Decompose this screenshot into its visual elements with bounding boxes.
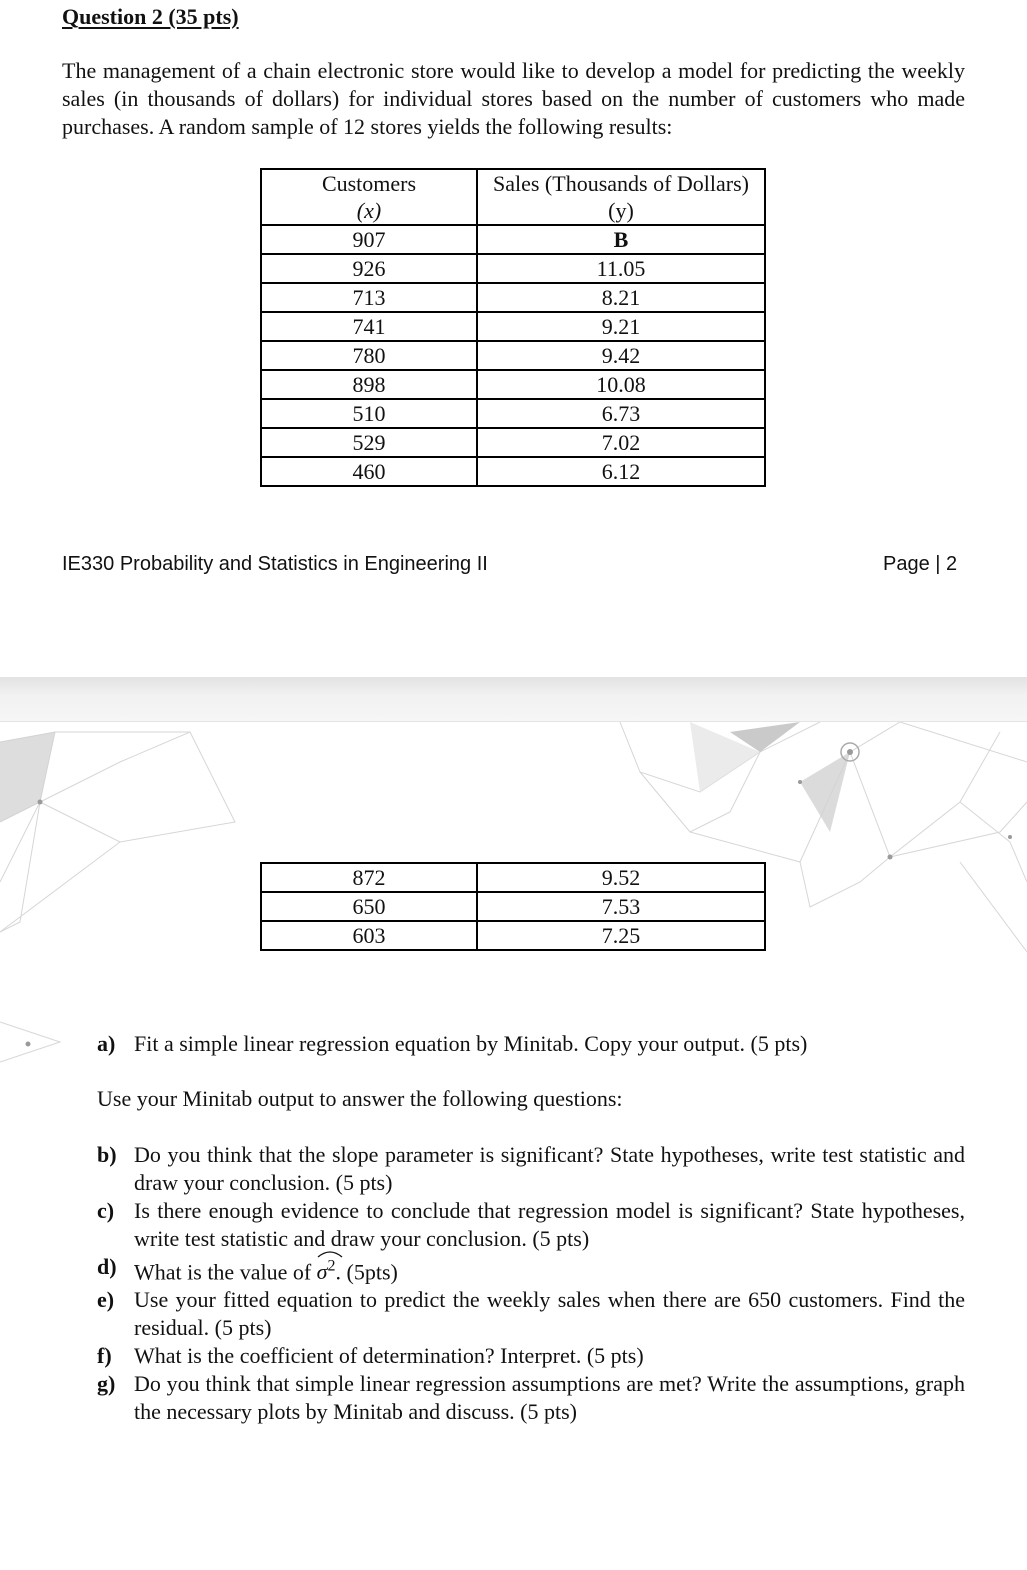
table-header-row: [261, 169, 765, 225]
part-letter: g): [97, 1371, 116, 1397]
cell-sales: 9.52: [477, 863, 765, 892]
part-letter: a): [97, 1031, 116, 1056]
header-customers: [261, 169, 477, 225]
cell-sales: 7.02: [477, 428, 765, 457]
data-table-continued: [260, 862, 766, 951]
footer-course: IE330 Probability and Statistics in Engineering II: [62, 553, 488, 575]
footer-page-number: Page | 2: [883, 553, 958, 575]
data-table-top: [260, 168, 766, 487]
table-row: [261, 312, 765, 341]
part-text: Use your fitted equation to predict the weekly sales when there are 650 customers. Find the residual. (5 pts): [134, 1287, 965, 1341]
sigma-exponent: 2: [327, 1258, 336, 1275]
part-letter: f): [97, 1343, 112, 1369]
table-row: [261, 921, 765, 950]
header-sales-var: (y): [608, 198, 634, 223]
cell-sales: 10.08: [477, 370, 765, 399]
part-text: Fit a simple linear regression equation by Minitab. Copy your output. (5 pts): [134, 1031, 808, 1056]
cell-sales: 6.12: [477, 457, 765, 486]
question-title: Question 2 (35 pts): [62, 4, 239, 29]
cell-customers: 872: [261, 863, 477, 892]
part-text-before: What is the value of: [134, 1259, 317, 1285]
table-row: [261, 225, 765, 254]
part-text: Is there enough evidence to conclude that regression model is significant? State hypotheses, write test statistic and draw your conclusion. (5 pts): [134, 1198, 965, 1251]
cell-customers: 603: [261, 921, 477, 950]
part-letter: c): [97, 1198, 115, 1223]
cell-sales: 9.42: [477, 341, 765, 370]
hat-accent-icon: [317, 1250, 343, 1258]
cell-customers: 510: [261, 399, 477, 428]
cell-sales: 6.73: [477, 399, 765, 428]
table-row: [261, 892, 765, 921]
decorative-polygon-background: [0, 722, 1027, 1182]
page-break-divider: [0, 677, 1027, 722]
header-sales: [477, 169, 765, 225]
part-letter: d): [97, 1254, 117, 1279]
table-row: [261, 399, 765, 428]
table-row: [261, 863, 765, 892]
cell-sales: 11.05: [477, 254, 765, 283]
cell-sales: 7.25: [477, 921, 765, 950]
cell-customers: 926: [261, 254, 477, 283]
cell-customers: 898: [261, 370, 477, 399]
part-letter: b): [97, 1142, 117, 1167]
question-part-c: [97, 1197, 965, 1253]
part-text: Do you think that the slope parameter is significant? State hypotheses, write test statistic and draw your conclusion. (5 pts): [134, 1142, 965, 1195]
header-customers-label: Customers: [321, 171, 417, 196]
question-part-e: [97, 1286, 965, 1342]
table-row: [261, 428, 765, 457]
header-customers-var: (x): [356, 198, 382, 223]
lead-in-text: Use your Minitab output to answer the following questions:: [97, 1086, 623, 1111]
cell-customers: 907: [261, 225, 477, 254]
question-list: [97, 1141, 965, 1426]
question-part-b: [97, 1141, 965, 1197]
part-text: Do you think that simple linear regression assumptions are met? Write the assumptions, graph the necessary plots by Minitab and discuss. (5 pts): [134, 1371, 965, 1425]
table-row: [261, 457, 765, 486]
question-part-g: [97, 1370, 965, 1426]
cell-customers: 650: [261, 892, 477, 921]
cell-customers: 460: [261, 457, 477, 486]
sigma-squared-hat-symbol: [317, 1253, 336, 1286]
question-part-a: [97, 1030, 965, 1058]
part-letter: e): [97, 1287, 115, 1313]
table-row: [261, 341, 765, 370]
table-row: [261, 254, 765, 283]
part-text-after: . (5pts): [335, 1259, 398, 1285]
cell-sales: 8.21: [477, 283, 765, 312]
problem-statement: The management of a chain electronic store would like to develop a model for predicting the weekly sales (in thousands of dollars) for individual stores based on the number of customers who made purchases. A random sample of 12 stores yields the following results:: [62, 58, 965, 139]
header-sales-label: Sales (Thousands of Dollars): [492, 171, 749, 196]
part-text: What is the coefficient of determination? Interpret. (5 pts): [134, 1343, 644, 1369]
sigma-symbol-text: $\sigma^2$: [316, 1258, 336, 1285]
cell-customers: 529: [261, 428, 477, 457]
cell-sales: 9.21: [477, 312, 765, 341]
part-text: [134, 1253, 965, 1286]
cell-sales: B: [477, 225, 765, 254]
question-part-f: [97, 1342, 965, 1370]
table-row: [261, 283, 765, 312]
question-part-d: [97, 1253, 965, 1286]
cell-customers: 741: [261, 312, 477, 341]
table-row: [261, 370, 765, 399]
cell-sales: 7.53: [477, 892, 765, 921]
cell-customers: 780: [261, 341, 477, 370]
cell-customers: 713: [261, 283, 477, 312]
